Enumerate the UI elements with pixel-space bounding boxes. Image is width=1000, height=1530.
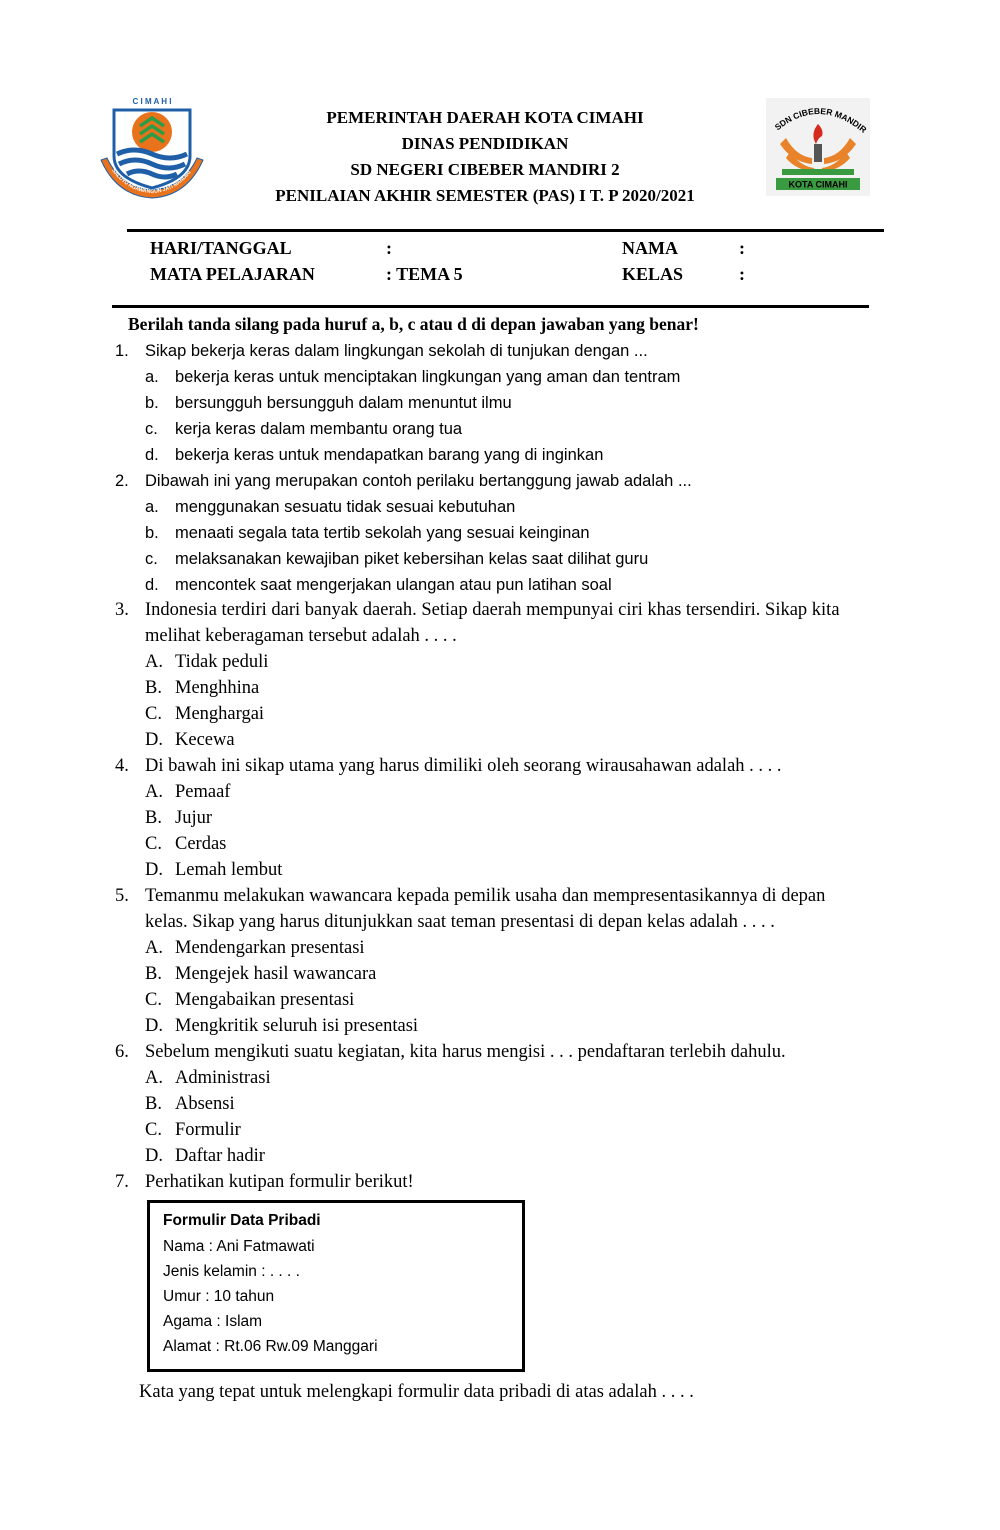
date-colon: :	[386, 238, 392, 258]
question-text: Sikap bekerja keras dalam lingkungan sekolah di tunjukan dengan ...	[145, 342, 648, 360]
form-row-religion: Agama : Islam	[163, 1313, 263, 1330]
header-line-1: PEMERINTAH DAERAH KOTA CIMAHI	[326, 108, 644, 127]
question-text: Sebelum mengikuti suatu kegiatan, kita harus mengisi . . . pendaftaran terlebih dahulu.	[145, 1042, 786, 1062]
header-line-4: PENILAIAN AKHIR SEMESTER (PAS) I T. P 2020/2021	[275, 186, 695, 205]
question-number: 7.	[115, 1172, 129, 1192]
question-number: 5.	[115, 886, 129, 906]
name-label: NAMA	[622, 238, 678, 258]
question-3-text-line-2: melihat keberagaman tersebut adalah . . . .	[145, 626, 457, 646]
question-number: 2.	[115, 472, 129, 490]
form-row-age: Umur : 10 tahun	[163, 1288, 275, 1305]
question-number: 1.	[115, 342, 129, 360]
question-number: 3.	[115, 600, 129, 620]
question-7-followup: Kata yang tepat untuk melengkapi formulir data pribadi di atas adalah . . . .	[139, 1382, 694, 1402]
form-row-name: Nama : Ani Fatmawati	[163, 1238, 315, 1255]
form-title: Formulir Data Pribadi	[163, 1212, 321, 1229]
form-row-gender: Jenis kelamin : . . . .	[163, 1263, 300, 1280]
subject-value: : TEMA 5	[386, 264, 463, 284]
name-colon: :	[739, 238, 745, 258]
header-line-3: SD NEGERI CIBEBER MANDIRI 2	[350, 160, 620, 179]
cimahi-logo-top-text: C I M A H I	[132, 97, 172, 106]
question-number: 6.	[115, 1042, 129, 1062]
question-text: Di bawah ini sikap utama yang harus dimiliki oleh seorang wirausahawan adalah . . . .	[145, 756, 782, 776]
instruction: Berilah tanda silang pada huruf a, b, c atau d di depan jawaban yang benar!	[128, 314, 699, 334]
cimahi-logo-ribbon-text: SALUYU NGAWANGUN JATI MANDIRI	[110, 167, 193, 196]
form-excerpt-box	[147, 1200, 525, 1372]
subject-label: MATA PELAJARAN	[150, 264, 315, 284]
question-number: 4.	[115, 756, 129, 776]
class-colon: :	[739, 264, 745, 284]
class-label: KELAS	[622, 264, 684, 284]
school-logo-arc-text: SDN CIBEBER MANDIR	[772, 105, 869, 135]
form-row-address: Alamat : Rt.06 Rw.09 Manggari	[163, 1338, 378, 1355]
header-rule-top	[127, 229, 884, 232]
question-text-line-1: Temanmu melakukan wawancara kepada pemilik usaha dan mempresentasikannya di depan	[145, 886, 826, 906]
school-logo-banner-text: KOTA CIMAHI	[788, 179, 848, 190]
question-text: Perhatikan kutipan formulir berikut!	[145, 1172, 414, 1192]
question-text-line-1: Indonesia terdiri dari banyak daerah. Setiap daerah mempunyai ciri khas tersendiri. Sikap kita	[145, 600, 840, 620]
question-text: Dibawah ini yang merupakan contoh perilaku bertanggung jawab adalah ...	[145, 472, 692, 490]
date-label: HARI/TANGGAL	[150, 238, 292, 258]
question-5-text-line-2: kelas. Sikap yang harus ditunjukkan saat teman presentasi di depan kelas adalah . . . .	[145, 912, 775, 932]
header-rule-bottom	[112, 305, 869, 308]
header-line-2: DINAS PENDIDIKAN	[401, 134, 569, 153]
